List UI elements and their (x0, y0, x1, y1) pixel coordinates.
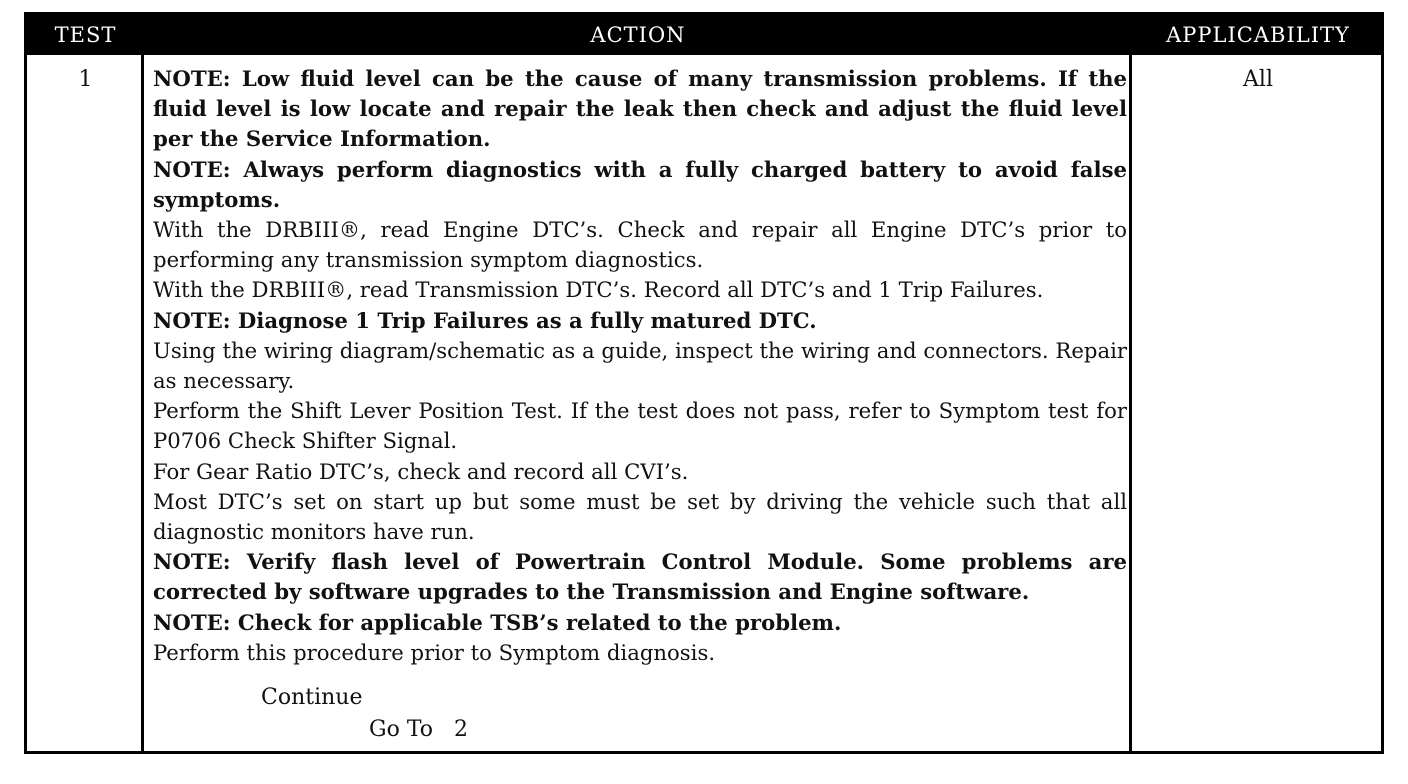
action-line: NOTE: Verify flash level of Powertrain Control Module. Some problems are corrected by software upgrades to the Transmission and Engine software. (153, 549, 1127, 605)
goto-target: 2 (454, 717, 469, 742)
diagnostic-test-table (24, 12, 1384, 754)
table-header (27, 15, 1381, 55)
action-line: With the DRBIII®, read Engine DTC’s. Check and repair all Engine DTC’s prior to performing any transmission symptom diagnostics. (153, 217, 1127, 273)
action-line: Most DTC’s set on start up but some must be set by driving the vehicle such that all diagnostic monitors have run. (153, 488, 1127, 545)
header-action: ACTION (590, 23, 686, 47)
goto-instruction (369, 717, 468, 742)
action-line: Using the wiring diagram/schematic as a guide, inspect the wiring and connectors. Repair as necessary. (153, 337, 1127, 394)
applicability-value: All (1243, 67, 1273, 92)
test-number: 1 (78, 67, 93, 92)
action-line: With the DRBIII®, read Transmission DTC’s. Record all DTC’s and 1 Trip Failures. (153, 277, 1044, 303)
action-line: NOTE: Diagnose 1 Trip Failures as a fully matured DTC. (153, 307, 817, 333)
action-line: Perform this procedure prior to Symptom diagnosis. (153, 639, 716, 665)
continue-label: Continue (261, 685, 363, 710)
action-line: NOTE: Check for applicable TSB’s related to the problem. (153, 609, 842, 635)
action-line: Perform the Shift Lever Position Test. If the test does not pass, refer to Symptom test for P0706 Check Shifter Signal. (153, 398, 1127, 454)
header-test: TEST (54, 23, 117, 47)
action-cell (153, 64, 1127, 668)
action-line: NOTE: Low fluid level can be the cause of many transmission problems. If the fluid level is low locate and repair the leak then check and adjust the fluid level per the Service Information. (153, 66, 1127, 152)
column-divider (141, 55, 144, 751)
goto-label: Go To (369, 717, 434, 742)
header-applicability: APPLICABILITY (1166, 23, 1350, 47)
column-divider (1129, 55, 1132, 751)
action-line: For Gear Ratio DTC’s, check and record all CVI’s. (153, 458, 689, 484)
action-line: NOTE: Always perform diagnostics with a fully charged battery to avoid false symptoms. (153, 156, 1127, 212)
